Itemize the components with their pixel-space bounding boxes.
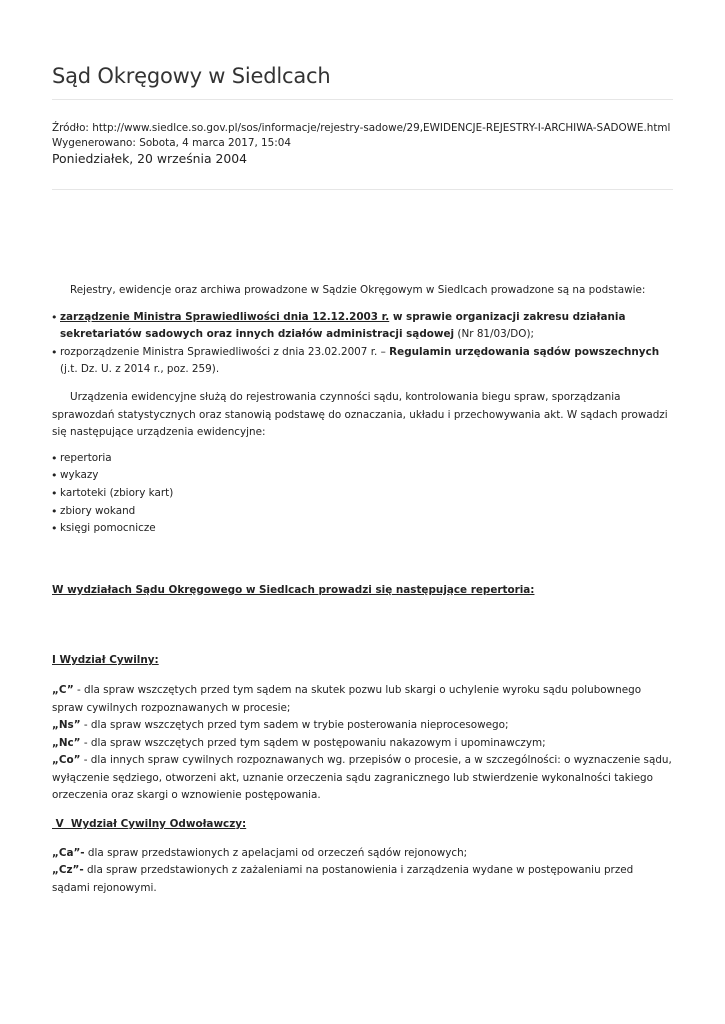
list-item: • zbiory wokand (52, 503, 673, 521)
regulation-title: w sprawie organizacji zakresu działania sekretariatów sadowych oraz innych działów administracji sądowej (60, 310, 626, 341)
intro-paragraph: Rejestry, ewidencje oraz archiwa prowadzone w Sądzie Okręgowym w Siedlcach prowadzone są na podstawie: (70, 284, 646, 296)
list-item: • księgi pomocnicze (52, 520, 673, 538)
repertory-code: „Co” (52, 754, 81, 767)
source-line: Źródło: http://www.siedlce.so.gov.pl/sos/informacje/rejestry-sadowe/29,EWIDENCJE-REJESTRY-I-ARCHIWA-SADOWE.html (52, 122, 671, 134)
division-1-heading: I Wydział Cywilny: (52, 654, 159, 667)
repertory-entry (52, 752, 673, 805)
article-body (52, 282, 673, 897)
repertory-desc: - dla spraw wszczętych przed tym sądem na skutek pozwu lub skargi o uchylenie wyroku sądu polubownego spraw cywilnych rozpoznawanych w procesie; (52, 683, 642, 714)
document-meta (52, 121, 670, 167)
divider (52, 189, 673, 190)
regulation-title: Regulamin urzędowania sądów powszechnych (389, 345, 660, 358)
repertory-desc: - dla spraw wszczętych przed tym sadem w trybie posterowania nieprocesowego; (80, 719, 509, 732)
devices-paragraph: Urządzenia ewidencyjne służą do rejestrowania czynności sądu, kontrolowania biegu spraw, sporządzania sprawozdań statystycznych oraz stanowią podstawę do oznaczania, układu i przechowywania akt. W sądach prowadzi się następujące urządzenia ewidencyjne: (52, 390, 668, 439)
repertory-code: „Ca”- (52, 846, 85, 859)
repertory-desc: - dla innych spraw cywilnych rozpoznawanych wg. przepisów o procesie, a w szczególności: o wyznaczenie sądu, wyłączenie sędziego, otworzeni akt, uznanie orzeczenia sądu zagranicznego lub stwierdzenie wykonalności takiego orzeczenia oraz skargi o wznowienie postępowania. (52, 754, 672, 802)
division-1-items (52, 682, 673, 805)
repertory-code: „Ns” (52, 719, 81, 732)
publication-date: Poniedziałek, 20 września 2004 (52, 151, 248, 166)
regulation-ref: (j.t. Dz. U. z 2014 r., poz. 259). (60, 363, 220, 376)
devices-list (52, 450, 673, 538)
regulation-link[interactable]: zarządzenie Ministra Sprawiedliwości dnia 12.12.2003 r. (60, 310, 390, 323)
repertory-code: „Nc” (52, 736, 81, 749)
repertory-entry (52, 862, 673, 897)
repertoria-heading: W wydziałach Sądu Okręgowego w Siedlcach prowadzi się następujące repertoria: (52, 583, 535, 596)
list-item: • kartoteki (zbiory kart) (52, 485, 673, 503)
divider (52, 99, 673, 100)
generated-line: Wygenerowano: Sobota, 4 marca 2017, 15:04 (52, 137, 291, 149)
repertory-desc: dla spraw przedstawionych z apelacjami od orzeczeń sądów rejonowych; (84, 846, 468, 859)
list-item: • wykazy (52, 467, 673, 485)
repertory-entry (52, 735, 673, 753)
page-title: Sąd Okręgowy w Siedlcach (52, 64, 331, 88)
regulation-ref: (Nr 81/03/DO); (454, 328, 534, 341)
repertory-entry (52, 682, 673, 717)
repertory-entry (52, 845, 673, 863)
list-item (52, 344, 673, 379)
division-5-heading: V Wydział Cywilny Odwoławczy: (52, 818, 247, 831)
repertory-code: „C” (52, 683, 74, 696)
repertory-desc: - dla spraw wszczętych przed tym sądem w postępowaniu nakazowym i upominawczym; (80, 736, 546, 749)
repertory-code: „Cz”- (52, 864, 84, 877)
division-5-items (52, 845, 673, 898)
legal-basis-list (52, 309, 673, 379)
regulation-text: rozporządzenie Ministra Sprawiedliwości z dnia 23.02.2007 r. – (60, 345, 390, 358)
list-item: • repertoria (52, 450, 673, 468)
repertory-entry (52, 717, 673, 735)
list-item (52, 309, 673, 344)
repertory-desc: dla spraw przedstawionych z zażaleniami na postanowienia i zarządzenia wydane w postępowaniu przed sądami rejonowymi. (52, 864, 634, 894)
